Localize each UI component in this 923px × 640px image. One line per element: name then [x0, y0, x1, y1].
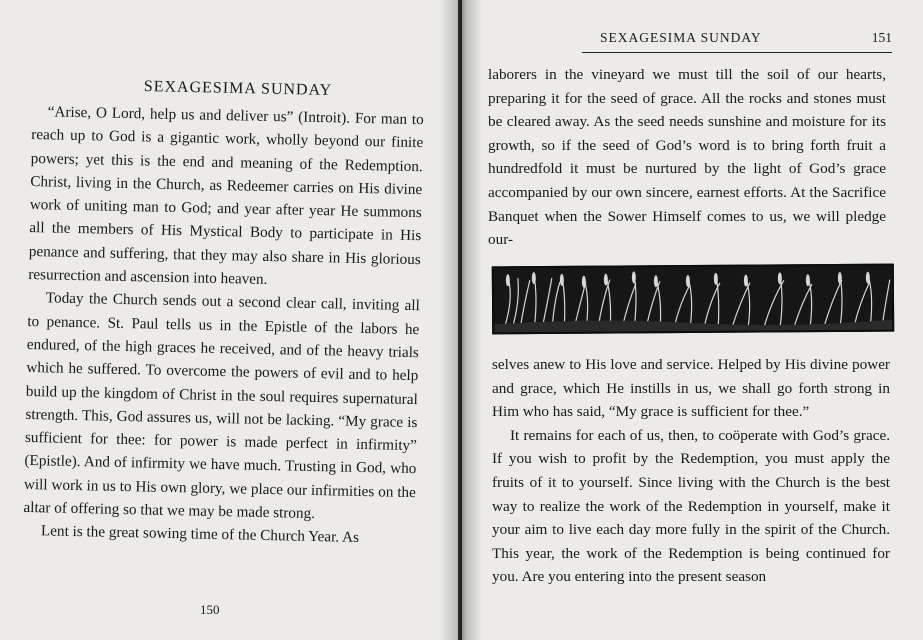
paragraph: It remains for each of us, then, to coöperate with God’s grace. If you wish to profit by the Redemption, you must apply the fruits of it to yourself. Since living with the Church is the best way to realize the work of the Redemption in yourself, make it your aim to live each day more fully in the spirit of the Church. This year, the work of the Redemption is being continued for you. Are you entering into the present season — [492, 426, 890, 586]
paragraph: selves anew to His love and service. Helped by His divine power and grace, which He instills in us, we shall go forth strong in Him who has said, “My grace is sufficient for thee.” — [492, 356, 890, 421]
right-page-bottom-text — [492, 353, 890, 589]
page-number: 150 — [200, 602, 220, 617]
right-page — [462, 0, 923, 640]
right-page-top-text — [488, 63, 886, 252]
paragraph: Lent is the great sowing time of the Church Year. As — [40, 522, 360, 547]
left-page — [0, 0, 458, 640]
paragraph: laborers in the vineyard we must till the soil of our hearts, preparing it for the seed of grace. All the rocks and stones must be cleared away. As the seed needs sunshine and moisture for its growth, so if the seed of God’s word is to bring forth fruit a hundredfold it must be nurtured by the light of God’s grace accompanied by our own sincere, earnest efforts. At the Sacrifice Banquet when the Sower Himself comes to us, we will pledge our- — [488, 66, 886, 249]
paragraph: Today the Church sends out a second clear call, inviting all to penance. St. Paul tells us in the Epistle of the labors he endured, of the high graces he received, and of the heavy trials which he suffered. To overcome the powers of evil and to help build up the kingdom of Christ in the soul requires supernatural strength. This, God assures us, will not be lacking. “My grace is sufficient for thee: for power is made perfect in infirmity” (Epistle). And of infirmity we have much. Trusting in God, who will work in us to His own glory, we place our infirmities on the altar of offering so that we may be made strong. — [23, 289, 420, 523]
page-number: 151 — [871, 30, 892, 45]
wheat-field-woodcut-illustration — [492, 264, 894, 335]
left-page-body — [23, 100, 424, 551]
page-title: SEXAGESIMA SUNDAY — [143, 78, 333, 99]
wheat-icon — [494, 266, 892, 333]
running-head: SEXAGESIMA SUNDAY — [600, 30, 762, 45]
running-header — [582, 28, 892, 53]
paragraph: “Arise, O Lord, help us and deliver us” (Introit). For man to reach up to God is a gigantic work, wholly beyond our finite powers; yet this is the end and meaning of the Redemption. Christ, living in the Church, as Redeemer carries on His divine work of uniting man to God; and year after year He summons all the members of His Mystical Body to participate in His penance and suffering, that they may also share in His glorious resurrection and ascension into heaven. — [28, 103, 424, 289]
book-gutter — [440, 0, 482, 640]
